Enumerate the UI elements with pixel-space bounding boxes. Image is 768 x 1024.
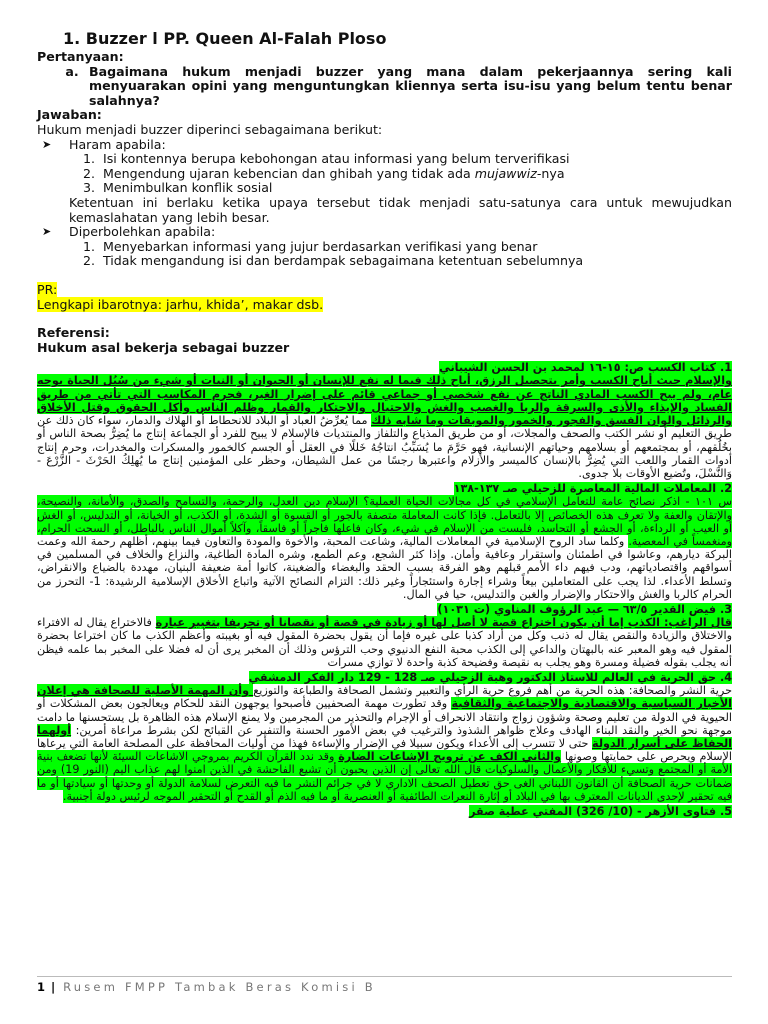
reference-highlight: وأن المهمة الأصلية للصحافة هي إعلان الأخبار السياسية والاقتصادية والاجتماعية والثقافية xyxy=(37,684,732,711)
list-item: 3. Menimbulkan konflik sosial xyxy=(99,181,732,196)
reference-text: مما يُعرِّضُ العباد أو البلاد للانحطاط أو الهلاك والدمار، سواء كان ذلك عن طريق التعليم أو نشر الكتب والصحف والمجلات، أو من طريق المذياع والتلفاز والمنتديات فالإسلام لا يبيح للفرد أو الجماعة إنتاج ما يُضِرُّ بصحة الناس أو بخُلُقهم، أو بمجتمعهم أو بسلامهم وحياتهم الإنسانية، فهو حَرَّمَ ما يُسَبِّبُ انتاجُهُ خَللًا في العقل أو الجسم كالخمور والمسكرات والمخدرات، وحرم إنتاج أدوات القمار واللعب التي يُضِرُّ بالإنسان كالميسر والأزلام واعتبرها رجسًا من عمل الشيطان، وحظر على المؤمنين إنتاج ما يُهلِكُ الحَرْثَ - الزَّرْعَ - وَالنَّسْلَ، وتُضيع الأوقات بلا جدوى. xyxy=(37,414,732,480)
boleh-label: Diperbolehkan apabila: xyxy=(69,224,216,240)
referensi-label: Referensi: xyxy=(37,325,110,341)
reference-highlight: والثاني الكف عن ترويج الإشاعات الضارة xyxy=(338,750,562,764)
pr-label-text: PR: xyxy=(37,281,58,297)
reference-4 xyxy=(37,671,732,803)
ruling-list xyxy=(37,138,732,269)
reference-text: حرية النشر والصحافة: هذه الحرية من أهم فروع حرية الرأي والتعبير وتشمل الصحافة والطباعة والتوزيع xyxy=(253,684,732,698)
reference-text: حتى لا تتسرب إلى الأعداء ويكون سبيلا في الإضرار والإساءة فهذا من أوليات المحافظة على المصلحة العامة التي يرعاها الإسلام ويحرص على حمايتها وصونها xyxy=(37,736,732,764)
reference-highlight: قال الراغب: الكذب إما أن يكون اختراع قصة لا أصل لها أو زيادة في قصة أو نقصانا أو تحريفا بتغيير عبارة xyxy=(155,616,732,630)
reference-3 xyxy=(37,603,732,669)
list-item-text: Mengendung ujaran kebencian dan ghibah yang tidak ada xyxy=(103,165,475,181)
reference-heading: 1. كتاب الكسب ص: ١٥-١٦ لمحمد بن الحسن الشيباني xyxy=(439,361,732,375)
reference-text: وقد تطورت مهمة الصحفيين فأصبحوا يوجهون النقد للحكام ويعالجون بعض المشكلات أو الحيوية في الدولة من تعليم وصحة وشؤون زواج وانتقاد الانحراف أو الإجرام والتحذير من المجرمين ولا يمنع الإسلام هذه الظاهرة بل يستحسنها ما دامت موجهة نحو الخير والنقد البناء الهادف وعلاج ظواهر الشذوذ والترغيب في بعض الأمور الحسنة والتنفير عن القبائح لكن بشرط مراعاة أمرين: xyxy=(37,697,732,737)
footer-text: Rusem FMPP Tambak Beras Komisi B xyxy=(63,980,376,994)
boleh-section xyxy=(39,225,732,269)
reference-2 xyxy=(37,482,732,601)
jawaban-label: Jawaban: xyxy=(37,107,102,123)
reference-heading: 5. فتاوى الأزهر - (10/ 326) المفتي عطية صقر xyxy=(469,804,732,818)
pr-label xyxy=(37,283,732,298)
pr-text-highlight: Lengkapi ibarotnya: jarhu, khida’, makar dsb. xyxy=(37,296,324,312)
reference-heading: 4. حق الحرية في العالم للاستاذ الدكتور وهبة الزحيلي صـ 128 - 129 دار الفكر الدمشقي xyxy=(248,670,732,684)
page-title: 1. Buzzer l PP. Queen Al-Falah Ploso xyxy=(63,29,387,48)
reference-highlight: والإسلام حيث أباح الكسب وأمر بتحصيل الرزق، أباح ذلك فيما له نفع للإنسان أو الحيوان أو النبات أو شيء من سُبُل الحياة بوجه عام، ولم يبح الكسب المادي الناتج عن نفع شخصي أو جماعي قائم على إضرار الغير، فحرم المكاسب التي تأتي من طريق الفساد والإيذاء والأذى والسرقة والربا والغصب والغش والاحتيال والاحتكار والقمار وظلم الناس وأكل الحقوق وقتل الأخلاق والرذائل والوان الفسق والفجور والخمور والموبقات وما شابه ذلك xyxy=(37,374,732,428)
question-item: a. Bagaimana hukum menjadi buzzer yang mana dalam pekerjaannya sering kali menyuarakan opini yang menguntungkan kliennya serta isu-isu yang belum tentu benar salahnya? xyxy=(83,65,732,109)
haram-section xyxy=(39,138,732,226)
arrow-bullet-icon: ➤ xyxy=(42,137,52,151)
italic-term: mujawwiz xyxy=(474,165,537,181)
referensi-subtitle: Hukum asal bekerja sebagai buzzer xyxy=(37,339,290,355)
list-item-suffix: -nya xyxy=(536,165,565,181)
reference-text: وقد ندد القرآن الكريم بمروجي الاشاعات السيئة لأنها تضعف بنية الأمة أو المجتمع وتسيء للأفكار والأعمال والسلوكيات قال الله تعالى إن الذين يحبون أن تشيع الفاحشة في الذين امنوا لهم عذاب اليم (النور 19) ومن ضمانات حرية الصحافة أن القانون اللبناني الغى حق تعطيل الصحف الاداري لا في جرائم النشر ما فيه التعرض لسلامة الدولة أو وحدتها أو سيادتها أو ما فيه تحقير لإحدى الديانات المعترف بها في البلاد أو إثارة النعرات الطائفية أو العنصرية أو ما فيه الذم أو القدح أو التحقير الموجه لرئيس دولة أجنبية. xyxy=(37,750,732,803)
list-item: 1. Isi kontennya berupa kebohongan atau informasi yang belum terverifikasi xyxy=(99,152,732,167)
list-item: 1. Menyebarkan informasi yang jujur berdasarkan verifikasi yang benar xyxy=(99,240,732,255)
reference-1 xyxy=(37,361,732,480)
boleh-items xyxy=(69,240,732,269)
reference-text: فالاختراع يقال له الافتراء والاختلاق والزيادة والنقص يقال له ذنب وكل من أراد كذبا على غيره فإما أن يقول بحضرة المقول فيه أو بغيبته وأعظم الكذب ما كان اختراعا بحضرة المقول فيه وهو المعبر عنه بالبهتان والداعي إلى الكذب محبة النفع الدنيوي وحب الترؤس وذلك أن المخبر يرى أن له فضلا على المخبر بما علمه فيظن أنه يجلب بقوله فضيلة ومسرة وهو يجلب به نقيصة وفضيحة كذبة واحدة لا توازي مسرات xyxy=(37,616,732,669)
reference-heading: 3. فيض القدير ٦٣/٥ — عبد الرؤوف المناوي (ت ١٠٣١) xyxy=(437,602,732,616)
reference-highlight: أولهما الحفاظ على أسرار الدولة xyxy=(37,723,732,750)
page-number: 1 | xyxy=(37,980,57,994)
jawaban-intro: Hukum menjadi buzzer diperinci sebagaimana berikut: xyxy=(37,121,383,137)
reference-text: وكلما ساد الروح الإسلامية في المعاملات المالية، وشاعت المحبة، والأخوة والمودة والتعاون فيما بينهم، أظلهم رحمة الله وعمت البركة ديارهم، وعاشوا في اطمئنان واستقرار وعافية وأمان. وإذا كثر الشجع، وعم الطمع، وشره المادة الطاغية، والنزاع والخلاف في المسلمين في أسواقهم واقتصادياتهم، ودب فيهم داء الأمم قبلهم وهو الفرقة بسبب الحقد والبغضاء والضغينة، كانوا أمة ضعيفة البنيان، مهددة بالضياع والانقراض، وتسلط الأعداء. لذا يجب على المتعاملين بيعاً وشراء إجارة واستئجاراً وغير ذلك: التزام النصائح الآتية واتباع الأخلاق الإسلامية الرشيدة: 1- التحرز من الحرام كالربا والغش والاحتكار والإضرار والغبن والتدليس، حيا في المال. xyxy=(37,534,732,601)
haram-note: Ketentuan ini berlaku ketika upaya tersebut tidak menjadi satu-satunya cara untuk mewujudkan kemaslahatan yang lebih besar. xyxy=(69,194,732,225)
pertanyaan-label: Pertanyaan: xyxy=(37,49,124,64)
haram-label: Haram apabila: xyxy=(69,136,166,152)
page-footer xyxy=(37,976,732,994)
list-item: 2. Tidak mengandung isi dan berdampak sebagaimana ketentuan sebelumnya xyxy=(99,254,732,269)
list-item xyxy=(99,167,732,182)
arrow-bullet-icon: ➤ xyxy=(42,225,52,239)
reference-highlight: س ١٠١ - اذكر نصائح عامة للتعامل الإسلامي في كل مجالات الحياة العملية؟ الإسلام دين العدل، والرحمة، والتسامح والصدق، والأمانة، والنصيحة، والإتقان والعفة ولا تعرف هذه الخصائص إلا بالتعامل. فإذا كانت المعاملة متصفة بالجور أو القسوة أو الشدة، أو الكذب، أو الخيانة، أو التدليس، أو الغش أو العيب أو الرداءة، أو الجشع أو التحاسد، فليست من الإسلام في شيء، وكان فاعلها فاجراً أو فاسقاً، وآكلاً أموال الناس بالباطل، أو السحت الحرام، ومنغمساً في المعصية. xyxy=(37,495,733,548)
reference-5 xyxy=(37,805,732,818)
pr-text xyxy=(37,298,732,313)
haram-items xyxy=(69,152,732,196)
question-list xyxy=(37,65,732,109)
reference-heading: 2. المعاملات المالية المعاصرة للزحيلي صـ ١٣٧-١٣٨ xyxy=(453,482,732,496)
